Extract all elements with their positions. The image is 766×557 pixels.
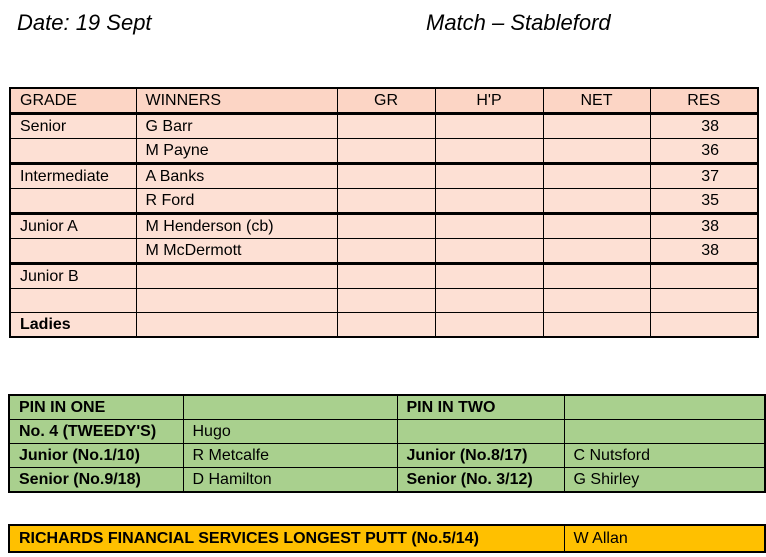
grade-cell: Junior A bbox=[10, 214, 136, 239]
pin-winner-cell bbox=[564, 420, 765, 444]
longest-putt-label: RICHARDS FINANCIAL SERVICES LONGEST PUTT (No.5/14) bbox=[9, 525, 564, 552]
pin-label-cell: No. 4 (TWEEDY'S) bbox=[9, 420, 183, 444]
gr-cell bbox=[337, 264, 435, 289]
gr-cell bbox=[337, 313, 435, 338]
res-cell: 36 bbox=[650, 139, 758, 164]
res-cell: 38 bbox=[650, 114, 758, 139]
net-cell bbox=[543, 189, 650, 214]
res-cell: 38 bbox=[650, 239, 758, 264]
grade-cell: Senior bbox=[10, 114, 136, 139]
net-cell bbox=[543, 164, 650, 189]
pin-label-cell: Junior (No.1/10) bbox=[9, 444, 183, 468]
column-header-res: RES bbox=[650, 88, 758, 114]
hp-cell bbox=[435, 239, 543, 264]
column-header-gr: GR bbox=[337, 88, 435, 114]
pin-header-blank bbox=[183, 395, 397, 420]
pin-label-cell: Senior (No.9/18) bbox=[9, 468, 183, 493]
gr-cell bbox=[337, 214, 435, 239]
winner-cell: M Payne bbox=[136, 139, 337, 164]
res-cell: 35 bbox=[650, 189, 758, 214]
longest-putt-table bbox=[8, 524, 766, 553]
net-cell bbox=[543, 114, 650, 139]
grade-cell: Intermediate bbox=[10, 164, 136, 189]
res-cell: 38 bbox=[650, 214, 758, 239]
results-table bbox=[9, 87, 759, 338]
table-row bbox=[10, 214, 758, 239]
res-cell bbox=[650, 313, 758, 338]
grade-cell: Junior B bbox=[10, 264, 136, 289]
pin-winner-cell: D Hamilton bbox=[183, 468, 397, 493]
table-row bbox=[9, 420, 765, 444]
grade-cell bbox=[10, 239, 136, 264]
res-cell: 37 bbox=[650, 164, 758, 189]
winner-cell bbox=[136, 313, 337, 338]
grade-cell bbox=[10, 189, 136, 214]
pin-winner-cell: Hugo bbox=[183, 420, 397, 444]
hp-cell bbox=[435, 164, 543, 189]
table-row bbox=[10, 313, 758, 338]
gr-cell bbox=[337, 239, 435, 264]
gr-cell bbox=[337, 114, 435, 139]
date-heading: Date: 19 Sept bbox=[17, 10, 152, 35]
table-row bbox=[10, 139, 758, 164]
gr-cell bbox=[337, 289, 435, 313]
column-header-net: NET bbox=[543, 88, 650, 114]
pin-header-blank bbox=[564, 395, 765, 420]
net-cell bbox=[543, 289, 650, 313]
net-cell bbox=[543, 214, 650, 239]
pin-winner-cell: G Shirley bbox=[564, 468, 765, 493]
winner-cell: M Henderson (cb) bbox=[136, 214, 337, 239]
column-header-grade: GRADE bbox=[10, 88, 136, 114]
pin-in-two-heading: PIN IN TWO bbox=[397, 395, 564, 420]
hp-cell bbox=[435, 189, 543, 214]
hp-cell bbox=[435, 139, 543, 164]
net-cell bbox=[543, 264, 650, 289]
pin-in-one-heading: PIN IN ONE bbox=[9, 395, 183, 420]
gr-cell bbox=[337, 189, 435, 214]
res-cell bbox=[650, 264, 758, 289]
pin-label-cell: Junior (No.8/17) bbox=[397, 444, 564, 468]
pin-winner-cell: C Nutsford bbox=[564, 444, 765, 468]
winner-cell bbox=[136, 289, 337, 313]
table-row bbox=[9, 525, 765, 552]
grade-cell bbox=[10, 139, 136, 164]
winner-cell bbox=[136, 264, 337, 289]
results-header-row bbox=[10, 88, 758, 114]
pin-table bbox=[8, 394, 766, 493]
winner-cell: R Ford bbox=[136, 189, 337, 214]
table-row bbox=[10, 239, 758, 264]
pin-header-row bbox=[9, 395, 765, 420]
net-cell bbox=[543, 313, 650, 338]
table-row bbox=[9, 468, 765, 493]
winner-cell: G Barr bbox=[136, 114, 337, 139]
winner-cell: M McDermott bbox=[136, 239, 337, 264]
hp-cell bbox=[435, 114, 543, 139]
grade-cell: Ladies bbox=[10, 313, 136, 338]
table-row bbox=[9, 444, 765, 468]
hp-cell bbox=[435, 214, 543, 239]
gr-cell bbox=[337, 139, 435, 164]
grade-cell bbox=[10, 289, 136, 313]
net-cell bbox=[543, 139, 650, 164]
table-row bbox=[10, 189, 758, 214]
hp-cell bbox=[435, 289, 543, 313]
hp-cell bbox=[435, 313, 543, 338]
match-heading: Match – Stableford bbox=[426, 10, 611, 35]
table-row bbox=[10, 264, 758, 289]
res-cell bbox=[650, 289, 758, 313]
table-row bbox=[10, 164, 758, 189]
pin-label-cell bbox=[397, 420, 564, 444]
longest-putt-winner: W Allan bbox=[564, 525, 765, 552]
gr-cell bbox=[337, 164, 435, 189]
winner-cell: A Banks bbox=[136, 164, 337, 189]
table-row bbox=[10, 114, 758, 139]
pin-winner-cell: R Metcalfe bbox=[183, 444, 397, 468]
column-header-winners: WINNERS bbox=[136, 88, 337, 114]
net-cell bbox=[543, 239, 650, 264]
column-header-hp: H'P bbox=[435, 88, 543, 114]
table-row bbox=[10, 289, 758, 313]
pin-label-cell: Senior (No. 3/12) bbox=[397, 468, 564, 493]
hp-cell bbox=[435, 264, 543, 289]
